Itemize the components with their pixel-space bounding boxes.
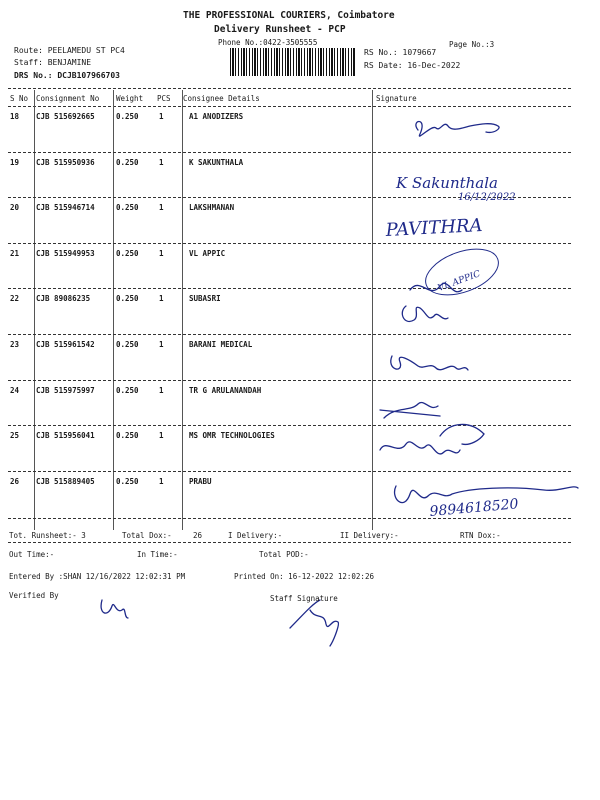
row-pcs: 1 <box>159 294 164 303</box>
page-number: Page No.:3 <box>449 40 495 49</box>
handwriting-row-20: PAVITHRA <box>385 214 484 241</box>
row-consignee: A1 ANODIZERS <box>189 112 244 121</box>
row-consignment: CJB 89086235 <box>36 294 91 303</box>
company-name: THE PROFESSIONAL COURIERS, Coimbatore <box>183 10 395 21</box>
row-pcs: 1 <box>159 431 164 440</box>
row-consignee: LAKSHMANAN <box>189 203 235 212</box>
total-pod: Total POD:- <box>259 550 309 559</box>
row-consignment: CJB 515692665 <box>36 112 95 121</box>
ii-delivery: II Delivery:- <box>340 531 399 540</box>
out-time: Out Time:- <box>9 550 55 559</box>
rs-date: RS Date: 16-Dec-2022 <box>364 61 461 70</box>
row-consignee: VL APPIC <box>189 249 226 258</box>
row-consignee: TR G ARULANANDAH <box>189 386 262 395</box>
drs-number: DRS No.: DCJB107966703 <box>14 71 120 80</box>
row-consignee: PRABU <box>189 477 212 486</box>
handwriting-row-19-date: 16/12/2022 <box>458 192 516 203</box>
row-weight: 0.250 <box>116 386 139 395</box>
row-weight: 0.250 <box>116 112 139 121</box>
col-consignee: Consignee Details <box>183 94 260 103</box>
row-weight: 0.250 <box>116 431 139 440</box>
total-dox-label: Total Dox:- <box>122 531 172 540</box>
in-time: In Time:- <box>137 550 178 559</box>
stamp-row-21 <box>419 240 504 304</box>
row-pcs: 1 <box>159 203 164 212</box>
row-consignment: CJB 515949953 <box>36 249 95 258</box>
row-weight: 0.250 <box>116 203 139 212</box>
row-weight: 0.250 <box>116 158 139 167</box>
row-consignee: K SAKUNTHALA <box>189 158 244 167</box>
row-weight: 0.250 <box>116 294 139 303</box>
row-sno: 19 <box>10 158 20 167</box>
col-consignment: Consignment No <box>36 94 100 103</box>
phone-number: Phone No.:0422-3505555 <box>218 38 318 47</box>
col-pcs: PCS <box>157 94 171 103</box>
total-dox-value: 26 <box>193 531 203 540</box>
row-consignment: CJB 515946714 <box>36 203 95 212</box>
row-consignment: CJB 515889405 <box>36 477 95 486</box>
row-consignee: MS OMR TECHNOLOGIES <box>189 431 275 440</box>
row-sno: 24 <box>10 386 20 395</box>
row-pcs: 1 <box>159 340 164 349</box>
route: Route: PEELAMEDU ST PC4 <box>14 46 125 55</box>
row-sno: 23 <box>10 340 20 349</box>
row-pcs: 1 <box>159 386 164 395</box>
document-title: Delivery Runsheet - PCP <box>214 24 346 35</box>
col-weight: Weight <box>116 94 144 103</box>
row-consignee: BARANI MEDICAL <box>189 340 253 349</box>
row-pcs: 1 <box>159 158 164 167</box>
col-signature: Signature <box>376 94 417 103</box>
i-delivery: I Delivery:- <box>228 531 283 540</box>
row-sno: 25 <box>10 431 20 440</box>
row-sno: 20 <box>10 203 20 212</box>
stamp-text-row-21: VL APPIC <box>436 269 482 294</box>
row-consignment: CJB 515956041 <box>36 431 95 440</box>
staff-signature-label: Staff Signature <box>270 594 338 603</box>
tot-runsheet: Tot. Runsheet:- 3 <box>9 531 86 540</box>
rtn-dox: RTN Dox:- <box>460 531 501 540</box>
entered-by: Entered By :SHAN 12/16/2022 12:02:31 PM <box>9 572 186 581</box>
signature-row-24 <box>380 402 440 418</box>
rs-number: RS No.: 1079667 <box>364 48 437 57</box>
handwriting-row-26-phone: 9894618520 <box>428 496 520 520</box>
row-consignee: SUBASRI <box>189 294 221 303</box>
signature-row-25 <box>380 424 484 453</box>
row-consignment: CJB 515961542 <box>36 340 95 349</box>
signature-row-22 <box>402 306 448 321</box>
staff-signature-mark <box>290 600 338 646</box>
row-pcs: 1 <box>159 249 164 258</box>
divider <box>8 542 571 543</box>
verified-by-initials <box>101 600 128 618</box>
row-consignment: CJB 515950936 <box>36 158 95 167</box>
col-sno: S No <box>10 94 29 103</box>
printed-on: Printed On: 16-12-2022 12:02:26 <box>234 572 374 581</box>
row-pcs: 1 <box>159 477 164 486</box>
row-weight: 0.250 <box>116 249 139 258</box>
row-sno: 18 <box>10 112 20 121</box>
signature-row-23 <box>391 356 468 370</box>
row-sno: 26 <box>10 477 20 486</box>
row-weight: 0.250 <box>116 477 139 486</box>
verified-by: Verified By <box>9 591 59 600</box>
row-consignment: CJB 515975997 <box>36 386 95 395</box>
staff-name: Staff: BENJAMINE <box>14 58 92 67</box>
row-weight: 0.250 <box>116 340 139 349</box>
row-pcs: 1 <box>159 112 164 121</box>
row-sno: 21 <box>10 249 20 258</box>
signature-row-18 <box>416 122 499 137</box>
handwriting-row-19: K Sakunthala <box>396 174 498 192</box>
row-sno: 22 <box>10 294 20 303</box>
